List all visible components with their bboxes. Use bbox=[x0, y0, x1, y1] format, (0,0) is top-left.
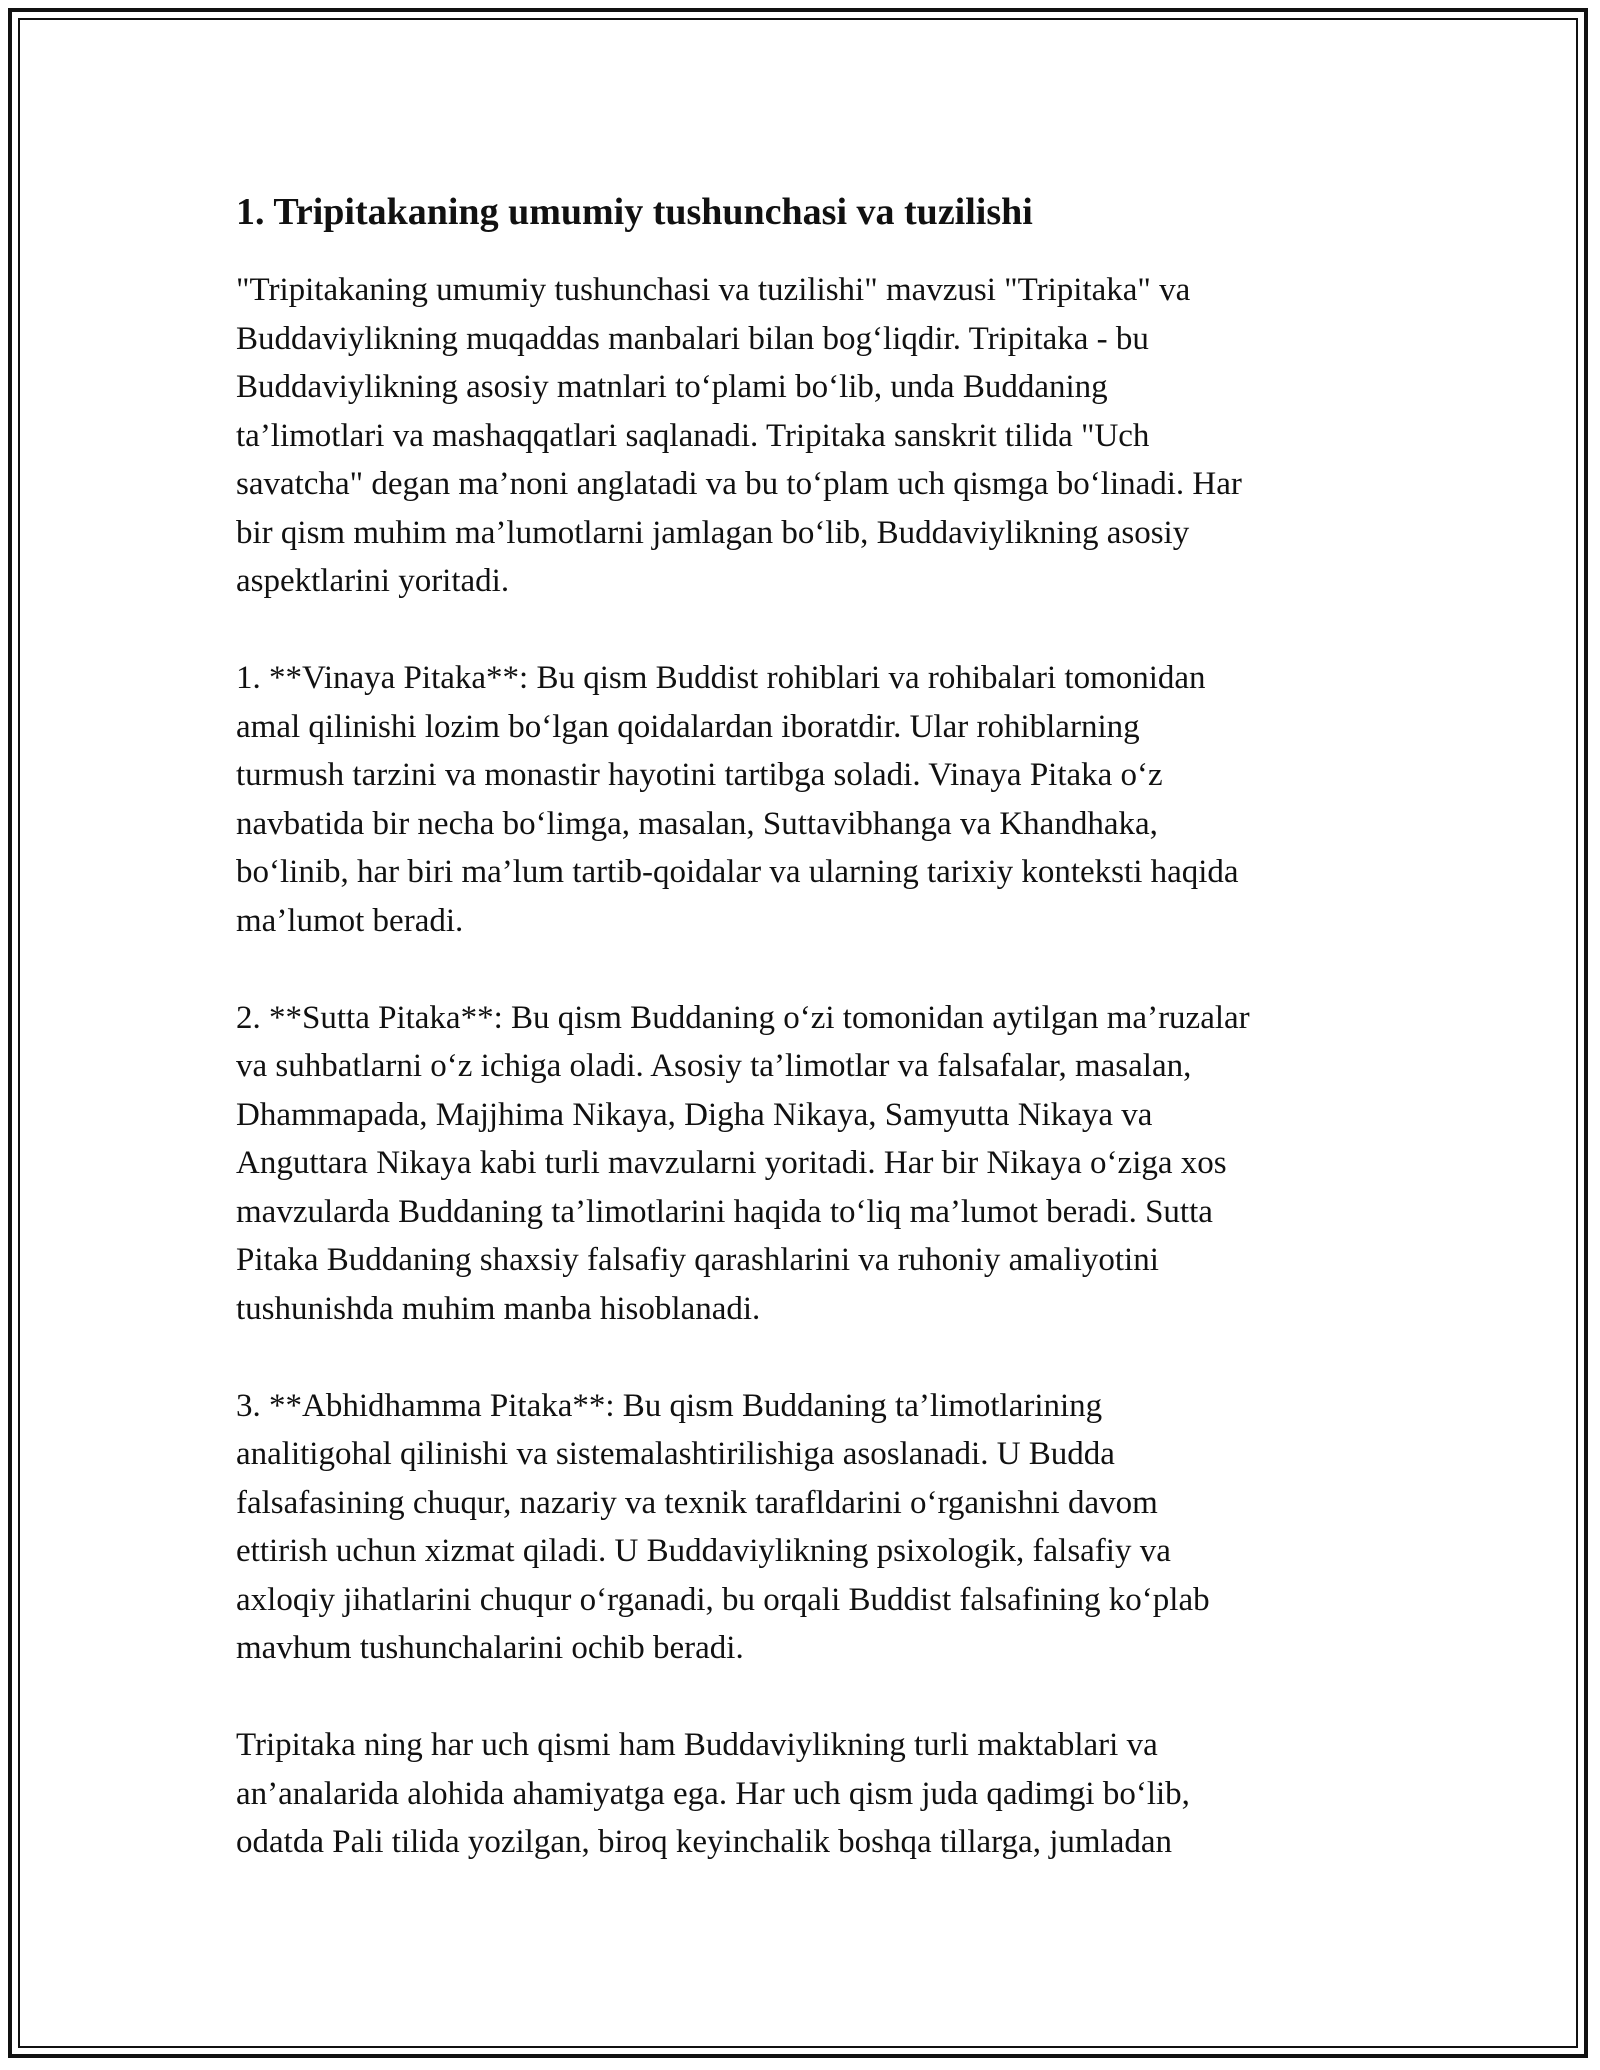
abhidhamma-pitaka-paragraph: 3. **Abhidhamma Pitaka**: Bu qism Buddaning ta’limotlarining analitigohal qilinishi va sistemalashtirilishiga asoslanadi. U Budda falsafasining chuqur, nazariy va texnik tarafldarini o‘rganishni davom ettirish uchun xizmat qiladi. U Buddaviylikning psixologik, falsafiy va axloqiy jihatlarini chuqur o‘rganadi, bu orqali Buddist falsafining ko‘plab mavhum tushunchalarini ochib beradi. bbox=[236, 1387, 1210, 1666]
document-body bbox=[236, 186, 1376, 1915]
section-heading: 1. Tripitakaning umumiy tushunchasi va tuzilishi bbox=[236, 191, 1033, 233]
vinaya-pitaka-paragraph: 1. **Vinaya Pitaka**: Bu qism Buddist rohiblari va rohibalari tomonidan amal qilinishi lozim bo‘lgan qoidalardan iboratdir. Ular rohiblarning turmush tarzini va monastir hayotini tartibga soladi. Vinaya Pitaka o‘z navbatida bir necha bo‘limga, masalan, Suttavibhanga va Khandhaka, bo‘linib, har biri ma’lum tartib-qoidalar va ularning tarixiy konteksti haqida ma’lumot beradi. bbox=[236, 660, 1239, 939]
closing-paragraph: Tripitaka ning har uch qismi ham Buddaviylikning turli maktablari va an’analarida alohida ahamiyatga ega. Har uch qism juda qadimgi bo‘lib, odatda Pali tilida yozilgan, biroq keyinchalik boshqa tillarga, jumladan bbox=[236, 1727, 1190, 1860]
sutta-pitaka-paragraph: 2. **Sutta Pitaka**: Bu qism Buddaning o‘zi tomonidan aytilgan ma’ruzalar va suhbatlarni o‘z ichiga oladi. Asosiy ta’limotlar va falsafalar, masalan, Dhammapada, Majjhima Nikaya, Digha Nikaya, Samyutta Nikaya va Anguttara Nikaya kabi turli mavzularni yoritadi. Har bir Nikaya o‘ziga xos mavzularda Buddaning ta’limotlarini haqida to‘liq ma’lumot beradi. Sutta Pitaka Buddaning shaxsiy falsafiy qarashlarini va ruhoniy amaliyotini tushunishda muhim manba hisoblanadi. bbox=[236, 999, 1250, 1327]
intro-paragraph: "Tripitakaning umumiy tushunchasi va tuzilishi" mavzusi "Tripitaka" va Buddaviylikning muqaddas manbalari bilan bog‘liqdir. Tripitaka - bu Buddaviylikning asosiy matnlari to‘plami bo‘lib, unda Buddaning ta’limotlari va mashaqqatlari saqlanadi. Tripitaka sanskrit tilida "Uch savatcha" degan ma’noni anglatadi va bu to‘plam uch qismga bo‘linadi. Har bir qism muhim ma’lumotlarni jamlagan bo‘lib, Buddaviylikning asosiy aspektlarini yoritadi. bbox=[236, 272, 1242, 599]
